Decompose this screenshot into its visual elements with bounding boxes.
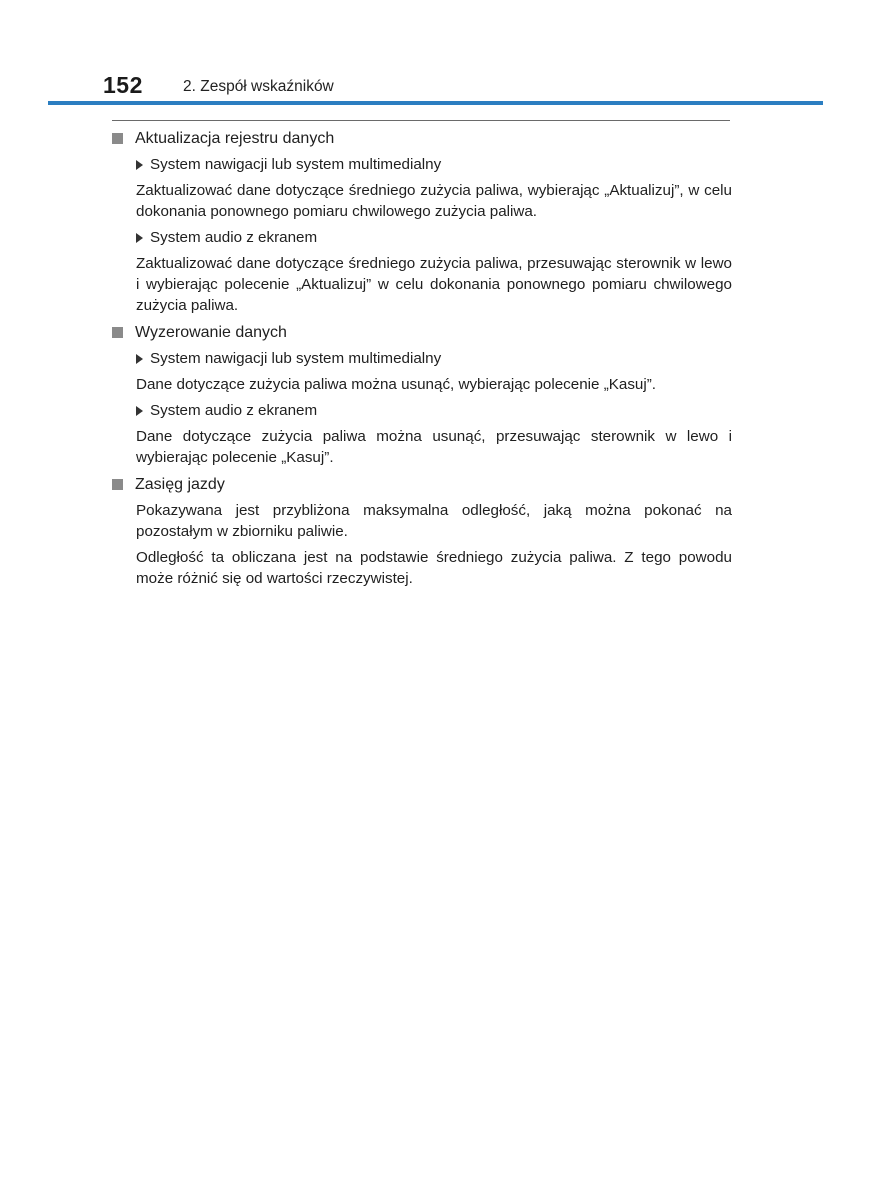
chapter-title: 2. Zespół wskaźników <box>183 78 334 95</box>
triangle-bullet-icon <box>136 233 143 243</box>
sub-item-text: System audio z ekranem <box>150 229 318 246</box>
paragraph: Dane dotyczące zużycia paliwa można usunąć, przesuwając sterownik w lewo i wybierając polecenie „Kasuj”. <box>136 428 732 466</box>
sub-item <box>136 227 732 248</box>
paragraph: Zaktualizować dane dotyczące średniego zużycia paliwa, przesuwając sterownik w lewo i wybierając polecenie „Aktualizuj” w celu dokonania ponownego pomiaru chwilowego zużycia paliwa. <box>136 255 732 314</box>
section-heading <box>112 322 732 343</box>
section-heading <box>112 474 732 495</box>
section-data-update <box>112 128 732 316</box>
section-data-reset <box>112 322 732 468</box>
section-heading <box>112 128 732 149</box>
sub-item <box>136 154 732 175</box>
square-bullet-icon <box>112 133 123 144</box>
page-content <box>112 126 732 589</box>
triangle-bullet-icon <box>136 354 143 364</box>
paragraph: Zaktualizować dane dotyczące średniego zużycia paliwa, wybierając „Aktualizuj”, w celu dokonania ponownego pomiaru chwilowego zużycia paliwa. <box>136 182 732 220</box>
sub-item <box>136 400 732 421</box>
sub-item-text: System nawigacji lub system multimedialny <box>150 156 442 173</box>
square-bullet-icon <box>112 327 123 338</box>
sub-item <box>136 348 732 369</box>
paragraph: Pokazywana jest przybliżona maksymalna odległość, jaką można pokonać na pozostałym w zbiorniku paliwie. <box>136 502 732 540</box>
section-heading-text: Zasięg jazdy <box>135 476 225 493</box>
sub-item-text: System audio z ekranem <box>150 402 318 419</box>
section-heading-text: Aktualizacja rejestru danych <box>135 130 335 147</box>
paragraph: Dane dotyczące zużycia paliwa można usunąć, wybierając polecenie „Kasuj”. <box>136 376 657 393</box>
sub-item-text: System nawigacji lub system multimedialny <box>150 350 442 367</box>
triangle-bullet-icon <box>136 160 143 170</box>
section-rule <box>112 120 730 121</box>
paragraph: Odległość ta obliczana jest na podstawie średniego zużycia paliwa. Z tego powodu może różnić się od wartości rzeczywistej. <box>136 549 732 587</box>
triangle-bullet-icon <box>136 406 143 416</box>
header-rule <box>48 101 823 105</box>
section-heading-text: Wyzerowanie danych <box>135 324 287 341</box>
square-bullet-icon <box>112 479 123 490</box>
section-driving-range <box>112 474 732 589</box>
page-number: 152 <box>103 72 143 98</box>
